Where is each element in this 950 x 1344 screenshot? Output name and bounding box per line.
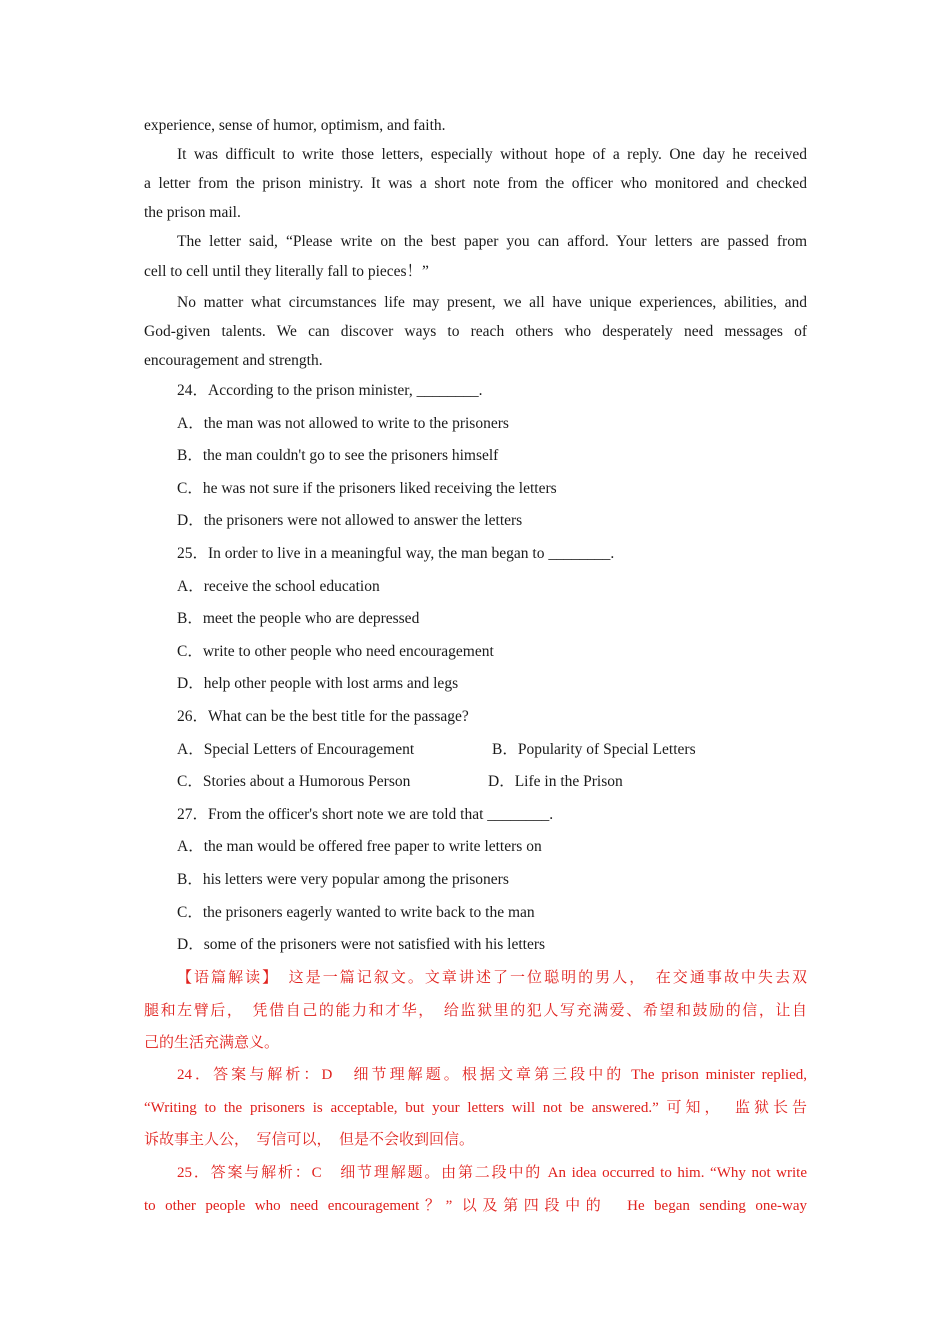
passage-line: cell to cell until they literally fall to pieces！”: [144, 263, 429, 280]
passage-line: the prison mail.: [144, 204, 241, 221]
option-a: A．Special Letters of Encouragement: [177, 741, 415, 758]
option-b: B．meet the people who are depressed: [177, 610, 420, 627]
analysis-line: “Writing to the prisoners is acceptable, but your letters will not be answered.” 可知， 监狱长告: [144, 1100, 807, 1116]
option-b: B．his letters were very popular among the prisoners: [177, 871, 509, 888]
analysis-line: 诉故事主人公， 写信可以， 但是不会收到回信。: [144, 1132, 475, 1148]
option-d: D．Life in the Prison: [488, 773, 623, 790]
passage-line: It was difficult to write those letters, especially without hope of a reply. One day he received: [177, 146, 807, 163]
passage-line: No matter what circumstances life may present, we all have unique experiences, abilities, and: [177, 294, 807, 311]
option-b: B．the man couldn't go to see the prisoners himself: [177, 447, 499, 464]
option-c: C．Stories about a Humorous Person: [177, 773, 411, 790]
passage-line: encouragement and strength.: [144, 352, 323, 369]
option-d: D．the prisoners were not allowed to answer the letters: [177, 512, 523, 529]
analysis-line: 【语篇解读】 这是一篇记叙文。文章讲述了一位聪明的男人， 在交通事故中失去双: [177, 968, 807, 986]
option-a: A．the man would be offered free paper to write letters on: [177, 838, 542, 855]
option-a: A．the man was not allowed to write to the prisoners: [177, 415, 509, 432]
analysis-line: 25．答案与解析：C 细节理解题。由第二段中的 An idea occurred to him. “Why not write: [177, 1165, 807, 1181]
passage-line: The letter said, “Please write on the best paper you can afford. Your letters are passed from: [177, 233, 807, 250]
option-c: C．he was not sure if the prisoners liked receiving the letters: [177, 480, 557, 497]
passage-line: experience, sense of humor, optimism, and faith.: [144, 117, 446, 134]
option-c: C．the prisoners eagerly wanted to write back to the man: [177, 904, 535, 921]
passage-line: a letter from the prison ministry. It was a short note from the officer who monitored and checked: [144, 175, 807, 192]
option-b: B．Popularity of Special Letters: [492, 741, 696, 758]
passage-line: God-given talents. We can discover ways to reach others who desperately need messages of: [144, 323, 807, 340]
option-a: A．receive the school education: [177, 578, 380, 595]
analysis-line: to other people who need encouragement？” 以及第四段中的 He began sending one-way: [144, 1198, 807, 1214]
analysis-line: 己的生活充满意义。: [144, 1033, 280, 1051]
option-d: D．some of the prisoners were not satisfied with his letters: [177, 936, 546, 953]
question-stem: 27．From the officer's short note we are told that ________.: [177, 806, 554, 823]
option-d: D．help other people with lost arms and legs: [177, 675, 459, 692]
question-stem: 25．In order to live in a meaningful way, the man began to ________.: [177, 545, 615, 562]
analysis-line: 腿和左臂后， 凭借自己的能力和才华， 给监狱里的犯人写充满爱、希望和鼓励的信，让自: [144, 1001, 807, 1019]
question-stem: 24．According to the prison minister, ________.: [177, 382, 483, 399]
question-stem: 26．What can be the best title for the passage?: [177, 708, 469, 725]
analysis-line: 24．答案与解析：D 细节理解题。根据文章第三段中的 The prison minister replied,: [177, 1067, 807, 1083]
option-c: C．write to other people who need encouragement: [177, 643, 494, 660]
